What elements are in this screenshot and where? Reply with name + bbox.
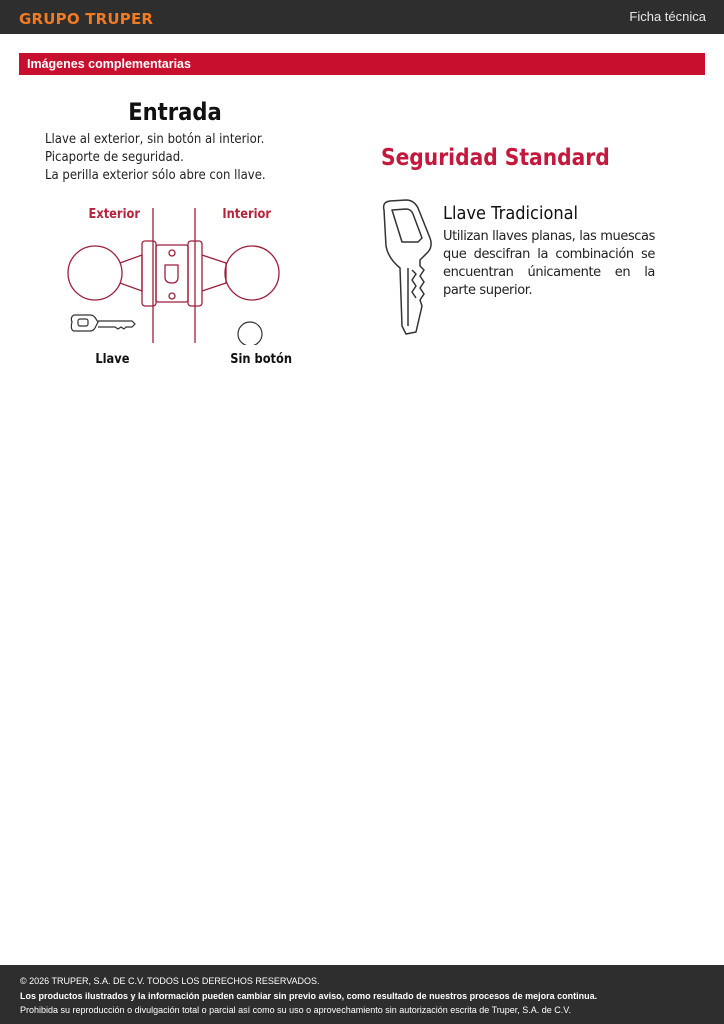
exterior-rose — [142, 241, 156, 306]
entrada-line: Picaporte de seguridad. — [45, 150, 184, 165]
seguridad-title: Seguridad Standard — [381, 145, 610, 171]
entrada-description — [45, 131, 290, 185]
label-interior: Interior — [222, 207, 272, 222]
footer-copyright: © 2026 TRUPER, S.A. DE C.V. TODOS LOS DERECHOS RESERVADOS. — [20, 976, 320, 986]
footer-prohibition: Prohibida su reproducción o divulgación total o parcial así como su uso o aprovechamiento sin autorización escrita de Truper, S.A. de C.V. — [20, 1005, 571, 1015]
entrada-title: Entrada — [128, 98, 222, 126]
brand-logo: GRUPO TRUPER — [19, 10, 154, 28]
plate-screw-bottom — [169, 293, 175, 299]
lock-diagram — [60, 205, 290, 345]
interior-knob — [225, 246, 279, 300]
entrada-line: La perilla exterior sólo abre con llave. — [45, 168, 266, 183]
label-sin-boton: Sin botón — [230, 352, 293, 367]
traditional-key-icon — [378, 198, 438, 338]
section-header — [19, 53, 705, 75]
label-exterior: Exterior — [88, 207, 141, 222]
section-title: Imágenes complementarias — [27, 57, 191, 71]
document-type: Ficha técnica — [629, 9, 706, 24]
footer — [0, 965, 724, 1024]
footer-notice: Los productos ilustrados y la información pueden cambiar sin previo aviso, como resultado de nuestros procesos de mejora continua. — [20, 991, 598, 1001]
traditional-key-title: Llave Tradicional — [443, 203, 579, 224]
small-key-icon — [71, 315, 135, 331]
interior-neck — [202, 255, 226, 291]
plate-screw-top — [169, 250, 175, 256]
exterior-knob — [68, 246, 122, 300]
top-bar — [0, 0, 724, 34]
exterior-neck — [120, 255, 142, 291]
traditional-key-description: Utilizan llaves planas, las muescas que descifran la combinación se encuentran únicamente en la parte superior. — [443, 229, 655, 298]
latch-bolt — [165, 265, 178, 283]
entrada-line: Llave al exterior, sin botón al interior. — [45, 132, 265, 147]
label-llave: Llave — [95, 352, 130, 367]
no-button-icon — [238, 322, 262, 345]
